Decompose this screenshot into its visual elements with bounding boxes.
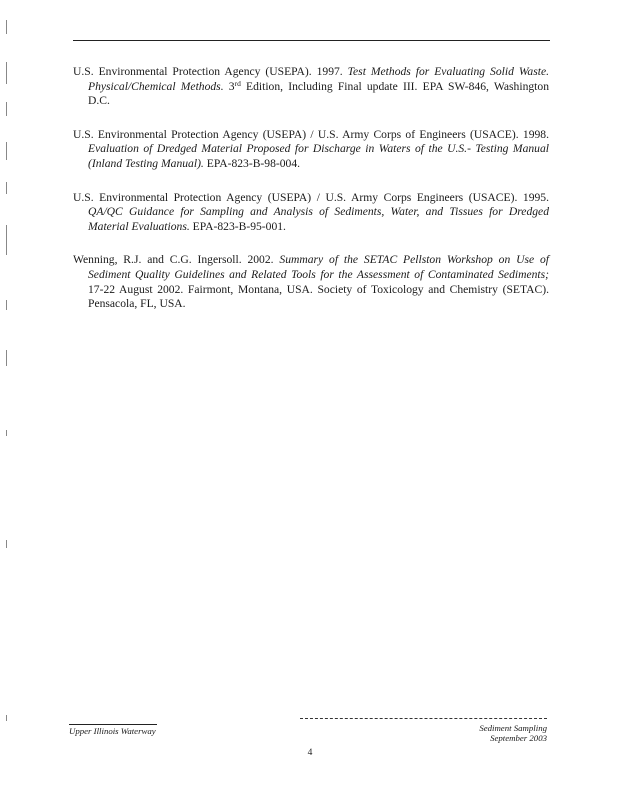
reference-wenning-2002 xyxy=(73,253,549,311)
page-number: 4 xyxy=(307,748,313,758)
reference-title: Evaluation of Dredged Material Proposed for Discharge in Waters of the U.S.- Testing Manual (Inland Testing Manual). xyxy=(88,142,549,170)
reference-text: EPA-823-B-98-004. xyxy=(203,156,301,170)
reference-title: Summary of the SETAC Pellston Workshop on Use of Sediment Quality Guidelines and Related Tools for the Assessment of Contaminated Sediments; xyxy=(88,253,549,281)
reference-text: EPA-823-B-95-001. xyxy=(189,219,286,233)
footer-right xyxy=(300,718,547,743)
reference-title: QA/QC Guidance for Sampling and Analysis of Sediments, Water, and Tissues for Dredged Material Evaluations. xyxy=(88,205,549,233)
reference-usepa-1997 xyxy=(73,65,549,109)
reference-title: Test Methods for Evaluating Solid Waste. Physical/Chemical Methods. xyxy=(88,65,549,93)
superscript: rd xyxy=(234,78,241,88)
footer-left-rule xyxy=(69,724,157,725)
footer-right-rule xyxy=(300,718,547,719)
reference-usepa-usace-1998 xyxy=(73,128,549,172)
reference-text: 3 xyxy=(223,79,235,93)
references-list xyxy=(73,65,549,331)
header-rule xyxy=(73,40,550,41)
reference-usepa-usace-1995 xyxy=(73,191,549,235)
reference-text: U.S. Environmental Protection Agency (USEPA) / U.S. Army Corps Engineers (USACE). 1995. xyxy=(73,190,549,204)
reference-text: U.S. Environmental Protection Agency (USEPA). 1997. xyxy=(73,65,348,78)
reference-text: Wenning, R.J. and C.G. Ingersoll. 2002. xyxy=(73,253,280,267)
reference-text: Edition, Including Final update III. EPA SW-846, Washington D.C. xyxy=(88,79,549,108)
footer-project-name: Upper Illinois Waterway xyxy=(69,726,156,736)
scan-margin-marks xyxy=(6,20,12,720)
footer-left xyxy=(69,724,229,736)
footer-document-title: Sediment Sampling xyxy=(479,723,547,733)
footer-date: September 2003 xyxy=(490,733,547,743)
reference-text: 17-22 August 2002. Fairmont, Montana, USA. Society of Toxicology and Chemistry (SETAC). Pensacola, FL, USA. xyxy=(88,282,549,311)
reference-text: U.S. Environmental Protection Agency (USEPA) / U.S. Army Corps of Engineers (USACE). 1998. xyxy=(73,127,549,141)
